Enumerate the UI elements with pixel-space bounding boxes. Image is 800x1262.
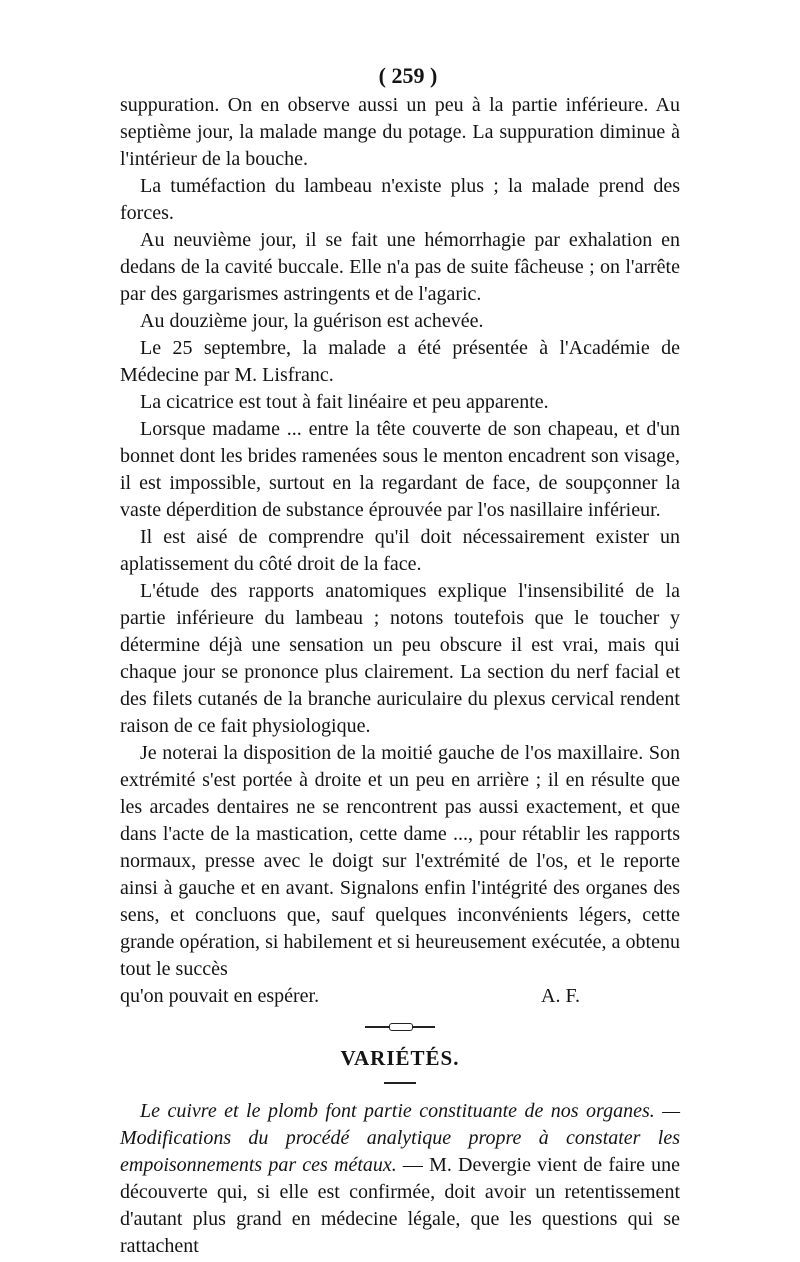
paragraph: Au neuvième jour, il se fait une hémorrhagie par exhalation en dedans de la cavité buccale. Elle n'a pas de suite fâcheuse ; on l'arrête par des gargarismes astringents et de l'agaric. [120, 229, 680, 305]
paragraph: Au douzième jour, la guérison est achevée. [140, 310, 484, 332]
paragraph: La cicatrice est tout à fait linéaire et peu apparente. [140, 391, 549, 413]
signature: A. F. [541, 985, 580, 1007]
paragraph: Il est aisé de comprendre qu'il doit nécessairement exister un aplatissement du côté droit de la face. [120, 526, 680, 575]
section-title: VARIÉTÉS. [340, 1046, 460, 1070]
final-paragraph-text: — M. Devergie vient de faire une découverte qui, si elle est confirmée, doit avoir un retentissement d'autant plus grand en médecine légale, que les questions qui se rattachent [120, 1154, 680, 1257]
paragraph: La tuméfaction du lambeau n'existe plus ; la malade prend des forces. [120, 175, 680, 224]
document-page [120, 62, 680, 1260]
final-paragraph [120, 1098, 680, 1260]
separator-ornament [365, 1026, 435, 1028]
final-paragraph-italic: Le cuivre et le plomb font partie constituante de nos organes. — Modifications du procédé analytique propre à constater les empoisonnements par ces métaux. [120, 1100, 680, 1176]
paragraph: suppuration. On en observe aussi un peu à la partie inférieure. Au septième jour, la malade mange du potage. La suppuration diminue à l'intérieur de la bouche. [120, 94, 680, 170]
signature-line [120, 983, 680, 1010]
closing-line: qu'on pouvait en espérer. [120, 985, 320, 1007]
separator-rule [384, 1082, 416, 1084]
paragraph: L'étude des rapports anatomiques explique l'insensibilité de la partie inférieure du lambeau ; notons toutefois que le toucher y détermine déjà une sensation un peu obscure il est vrai, mais qui chaque jour se prononce plus clairement. La section du nerf facial et des filets cutanés de la branche auriculaire du plexus cervical rendent raison de ce fait physiologique. [120, 580, 680, 737]
page-number: ( 259 ) [378, 63, 438, 88]
paragraph: Lorsque madame ... entre la tête couverte de son chapeau, et d'un bonnet dont les brides ramenées sous le menton encadrent son visage, il est impossible, surtout en la regardant de face, de soupçonner la vaste déperdition de substance éprouvée par l'os nasillaire inférieur. [120, 418, 680, 521]
paragraph: Je noterai la disposition de la moitié gauche de l'os maxillaire. Son extrémité s'est portée à droite et un peu en arrière ; il en résulte que les arcades dentaires ne se rencontrent pas aussi exactement, et que dans l'acte de la mastication, cette dame ..., pour rétablir les rapports normaux, presse avec le doigt sur l'extrémité de l'os, et le reporte ainsi à gauche et en avant. Signalons enfin l'intégrité des organes des sens, et concluons que, sauf quelques inconvénients légers, cette grande opération, si habilement et si heureusement exécutée, a obtenu tout le succès [120, 742, 680, 980]
paragraph: Le 25 septembre, la malade a été présentée à l'Académie de Médecine par M. Lisfranc. [120, 337, 680, 386]
